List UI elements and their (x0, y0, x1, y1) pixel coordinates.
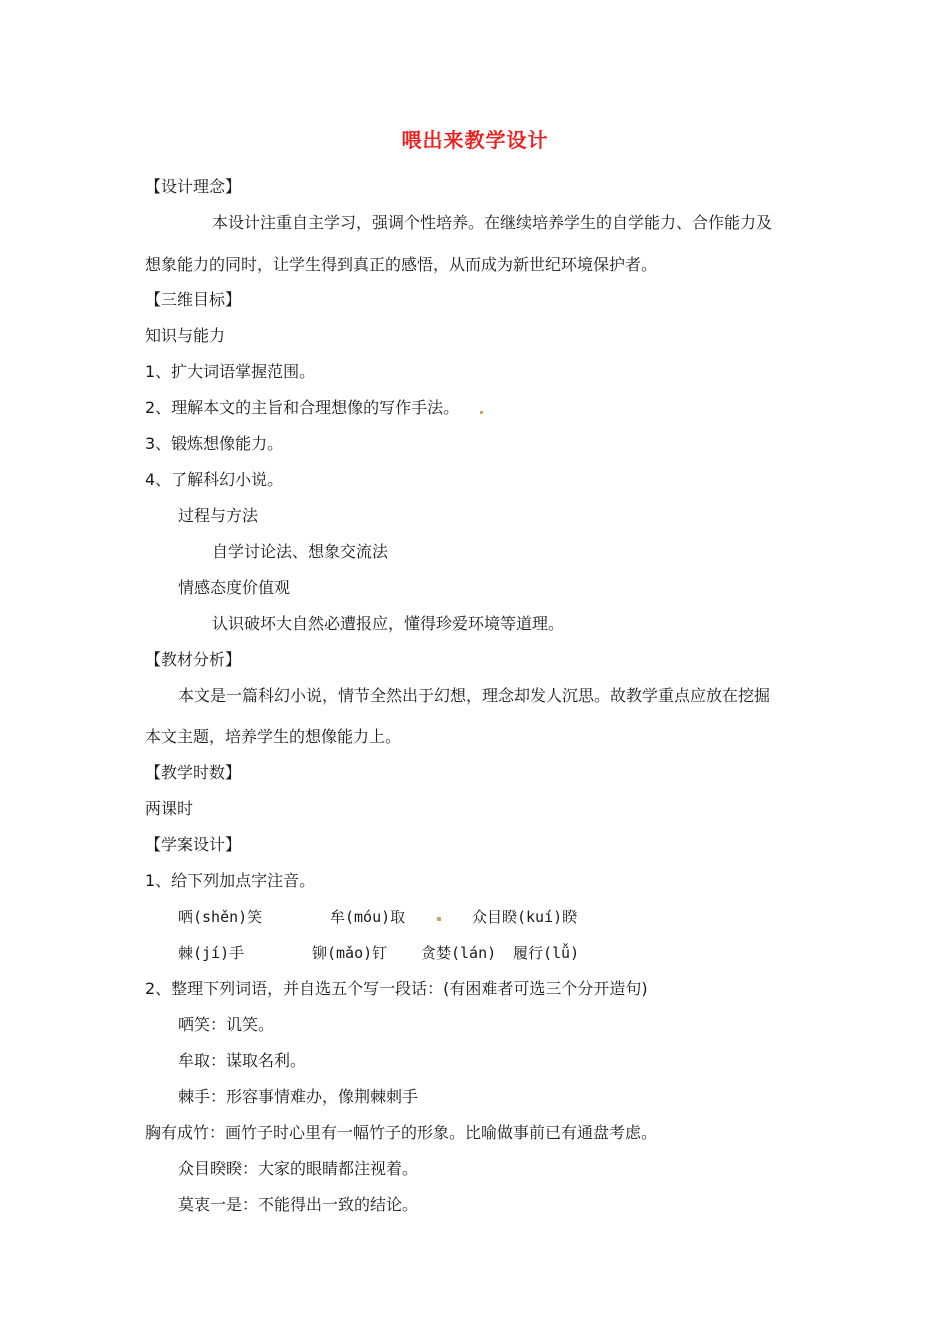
goals-item: 2、理解本文的主旨和合理想像的写作手法。 (145, 398, 460, 417)
stray-dot (437, 917, 441, 921)
term-definition: 胸有成竹：画竹子时心里有一幅竹子的形象。比喻做事前已有通盘考虑。 (145, 1123, 658, 1142)
section-heading-goals: 【三维目标】 (145, 290, 242, 309)
term-definition: 众目睽睽：大家的眼睛都注视着。 (178, 1159, 419, 1178)
goals-knowledge-heading: 知识与能力 (145, 326, 226, 345)
term-definition: 牟取：谋取名利。 (178, 1051, 307, 1070)
stray-dot (480, 411, 483, 414)
goals-process-heading: 过程与方法 (178, 506, 259, 525)
analysis-paragraph-line-1: 本文是一篇科幻小说，情节全然出于幻想，理念却发人沉思。故教学重点应放在挖掘 (178, 686, 771, 705)
pinyin-item: 众目睽(kuí)睽 (472, 908, 578, 926)
section-heading-study-design: 【学案设计】 (145, 835, 242, 854)
design-concept-paragraph-line-1: 本设计注重自主学习，强调个性培养。在继续培养学生的自学能力、合作能力及 (212, 213, 773, 232)
term-definition: 哂笑：讥笑。 (178, 1015, 275, 1034)
goals-item: 3、锻炼想像能力。 (145, 434, 284, 453)
study-question-1: 1、给下列加点字注音。 (145, 871, 316, 890)
pinyin-item: 棘(jí)手 (178, 944, 245, 962)
goals-emotion-heading: 情感态度价值观 (178, 578, 291, 597)
document-title: 喂出来教学设计 (401, 128, 549, 152)
hours-text: 两课时 (145, 799, 194, 818)
pinyin-item: 履行(lǚ) (513, 944, 580, 962)
goals-item: 1、扩大词语掌握范围。 (145, 362, 316, 381)
section-heading-hours: 【教学时数】 (145, 763, 242, 782)
study-question-2: 2、整理下列词语，并自选五个写一段话：(有困难者可选三个分开造句) (145, 979, 648, 998)
pinyin-item: 牟(móu)取 (330, 908, 406, 926)
section-heading-analysis: 【教材分析】 (145, 650, 242, 669)
term-definition: 莫衷一是：不能得出一致的结论。 (178, 1195, 419, 1214)
analysis-paragraph-line-2: 本文主题，培养学生的想像能力上。 (145, 727, 402, 746)
goals-emotion-text: 认识破坏大自然必遭报应，懂得珍爱环境等道理。 (212, 614, 565, 633)
goals-process-text: 自学讨论法、想象交流法 (212, 542, 389, 561)
design-concept-paragraph-line-2: 想象能力的同时，让学生得到真正的感悟，从而成为新世纪环境保护者。 (145, 255, 658, 274)
pinyin-item: 贪婪(lán) (421, 944, 497, 962)
term-definition: 棘手：形容事情难办，像荆棘刺手 (178, 1087, 419, 1106)
section-heading-design-concept: 【设计理念】 (145, 177, 242, 196)
goals-item: 4、了解科幻小说。 (145, 470, 284, 489)
pinyin-item: 铆(mǎo)钉 (312, 944, 388, 962)
pinyin-item: 哂(shěn)笑 (178, 908, 263, 926)
